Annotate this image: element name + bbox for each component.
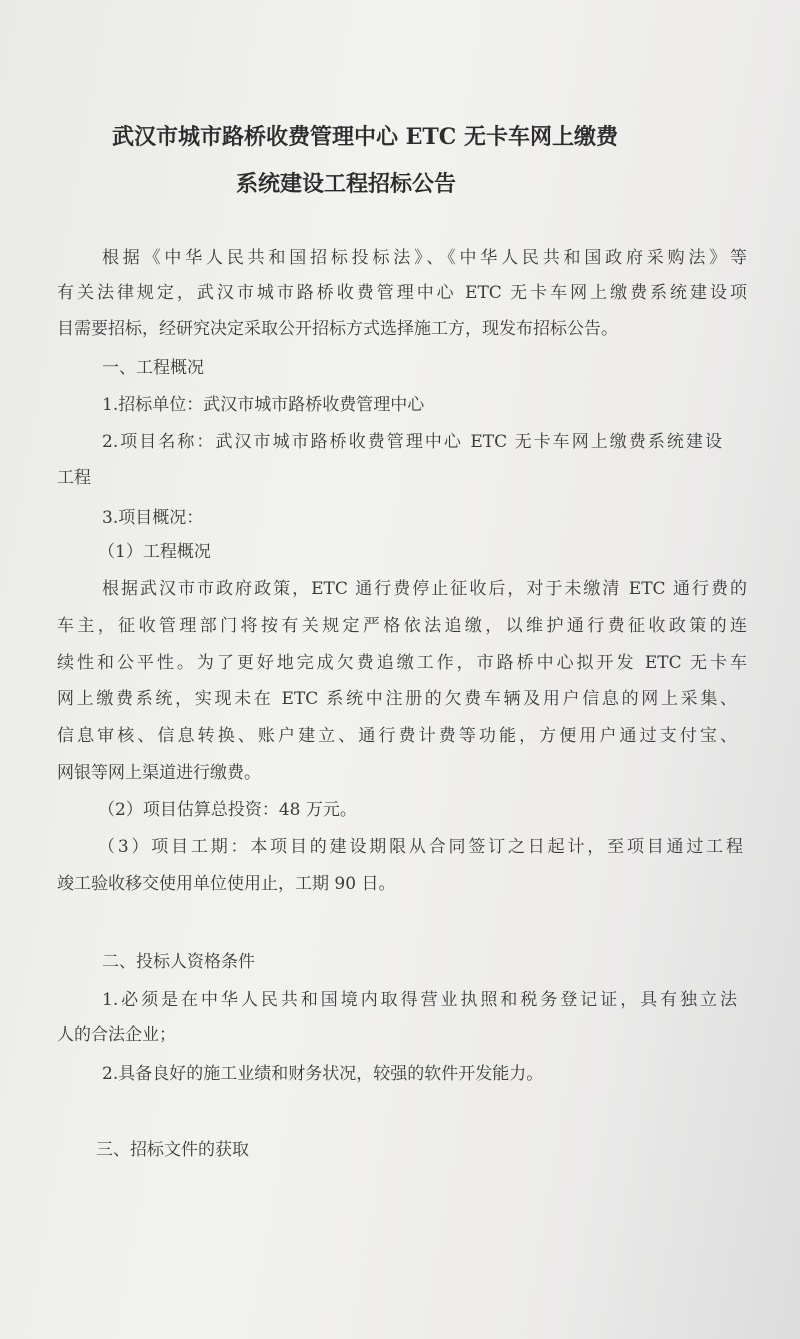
list-item: 工程: [57, 468, 91, 488]
paragraph-line: 续性和公平性。为了更好地完成欠费追缴工作，市路桥中心拟开发 ETC 无卡车: [57, 653, 747, 673]
intro-line: 有关法律规定，武汉市城市路桥收费管理中心 ETC 无卡车网上缴费系统建设项: [57, 283, 747, 303]
section-heading: 一、工程概况: [102, 358, 204, 378]
intro-line: 目需要招标，经研究决定采取公开招标方式选择施工方，现发布招标公告。: [57, 319, 618, 339]
list-item: 1.招标单位：武汉市城市路桥收费管理中心: [102, 395, 425, 415]
sub-item: （2）项目估算总投资：48 万元。: [98, 800, 357, 820]
list-item: 3.项目概况：: [102, 508, 204, 528]
paragraph-line: 信息审核、信息转换、账户建立、通行费计费等功能，方便用户通过支付宝、: [57, 726, 737, 746]
list-item: 人的合法企业；: [57, 1025, 176, 1045]
intro-line: 根据《中华人民共和国招标投标法》、《中华人民共和国政府采购法》等: [102, 248, 747, 268]
section-heading: 二、投标人资格条件: [102, 952, 255, 972]
section-heading: 三、招标文件的获取: [96, 1140, 249, 1160]
title-line-2: 系统建设工程招标公告: [236, 171, 457, 197]
list-item: 2.具备良好的施工业绩和财务状况，较强的软件开发能力。: [102, 1064, 544, 1084]
sub-item: （3）项目工期：本项目的建设期限从合同签订之日起计，至项目通过工程: [98, 837, 743, 857]
paragraph-line: 网上缴费系统，实现未在 ETC 系统中注册的欠费车辆及用户信息的网上采集、: [57, 689, 737, 709]
sub-item: 竣工验收移交使用单位使用止，工期 90 日。: [57, 874, 396, 894]
list-item: 1.必须是在中华人民共和国境内取得营业执照和税务登记证，具有独立法: [102, 990, 737, 1010]
paragraph-line: 网银等网上渠道进行缴费。: [57, 763, 261, 783]
list-item: 2.项目名称：武汉市城市路桥收费管理中心 ETC 无卡车网上缴费系统建设: [102, 432, 722, 452]
title-line-1: 武汉市城市路桥收费管理中心 ETC 无卡车网上缴费: [112, 124, 618, 150]
sub-heading: （1）工程概况: [98, 542, 211, 562]
paragraph-line: 车主，征收管理部门将按有关规定严格依法追缴，以维护通行费征收政策的连: [57, 616, 747, 636]
paragraph-line: 根据武汉市市政府政策，ETC 通行费停止征收后，对于未缴清 ETC 通行费的: [102, 579, 747, 599]
